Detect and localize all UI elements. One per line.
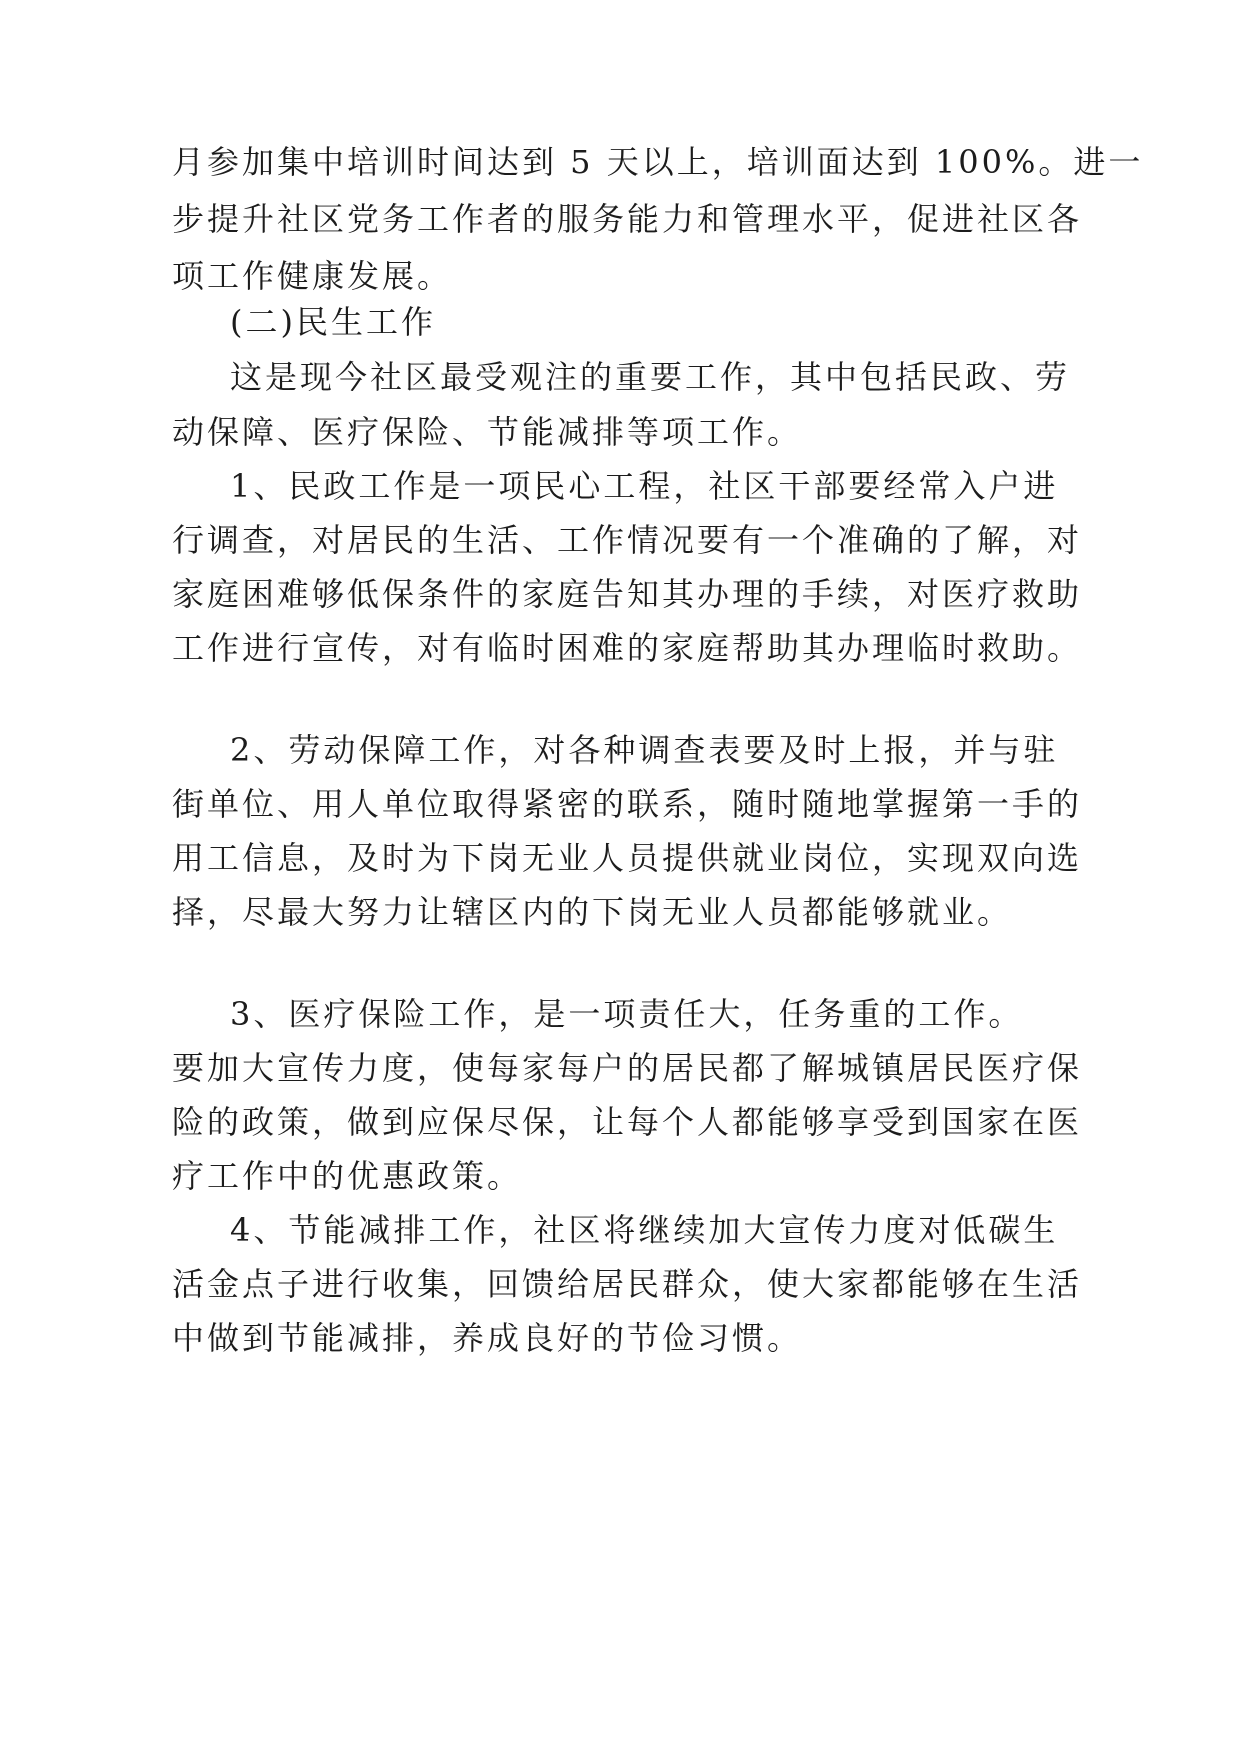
text-line: 4、节能减排工作，社区将继续加大宣传力度对低碳生 (230, 1211, 1059, 1249)
text-line: 1、民政工作是一项民心工程，社区干部要经常入户进 (230, 467, 1059, 505)
text-line: 工作进行宣传，对有临时困难的家庭帮助其办理临时救助。 (172, 629, 1083, 667)
text-line: 行调查，对居民的生活、工作情况要有一个准确的了解，对 (172, 521, 1083, 559)
text-line: 择，尽最大努力让辖区内的下岗无业人员都能够就业。 (172, 893, 1013, 931)
text-line: 这是现今社区最受观注的重要工作，其中包括民政、劳 (230, 358, 1071, 396)
text-line: 3、医疗保险工作，是一项责任大，任务重的工作。 (230, 995, 1024, 1033)
section-heading: (二)民生工作 (230, 303, 436, 341)
text-line: 街单位、用人单位取得紧密的联系，随时随地掌握第一手的 (172, 785, 1083, 823)
text-line: 月参加集中培训时间达到 5 天以上，培训面达到 100%。进一 (172, 143, 1144, 181)
text-line: 要加大宣传力度，使每家每户的居民都了解城镇居民医疗保 (172, 1049, 1083, 1087)
text-line: 险的政策，做到应保尽保，让每个人都能够享受到国家在医 (172, 1103, 1083, 1141)
text-line: 疗工作中的优惠政策。 (172, 1157, 523, 1195)
text-line: 家庭困难够低保条件的家庭告知其办理的手续，对医疗救助 (172, 575, 1083, 613)
text-line: 动保障、医疗保险、节能减排等项工作。 (172, 413, 803, 451)
text-line: 2、劳动保障工作，对各种调查表要及时上报，并与驻 (230, 731, 1059, 769)
text-line: 用工信息，及时为下岗无业人员提供就业岗位，实现双向选 (172, 839, 1083, 877)
text-line: 中做到节能减排，养成良好的节俭习惯。 (172, 1319, 803, 1357)
text-line: 项工作健康发展。 (172, 257, 453, 295)
text-line: 活金点子进行收集，回馈给居民群众，使大家都能够在生活 (172, 1265, 1083, 1303)
text-line: 步提升社区党务工作者的服务能力和管理水平，促进社区各 (172, 200, 1083, 238)
